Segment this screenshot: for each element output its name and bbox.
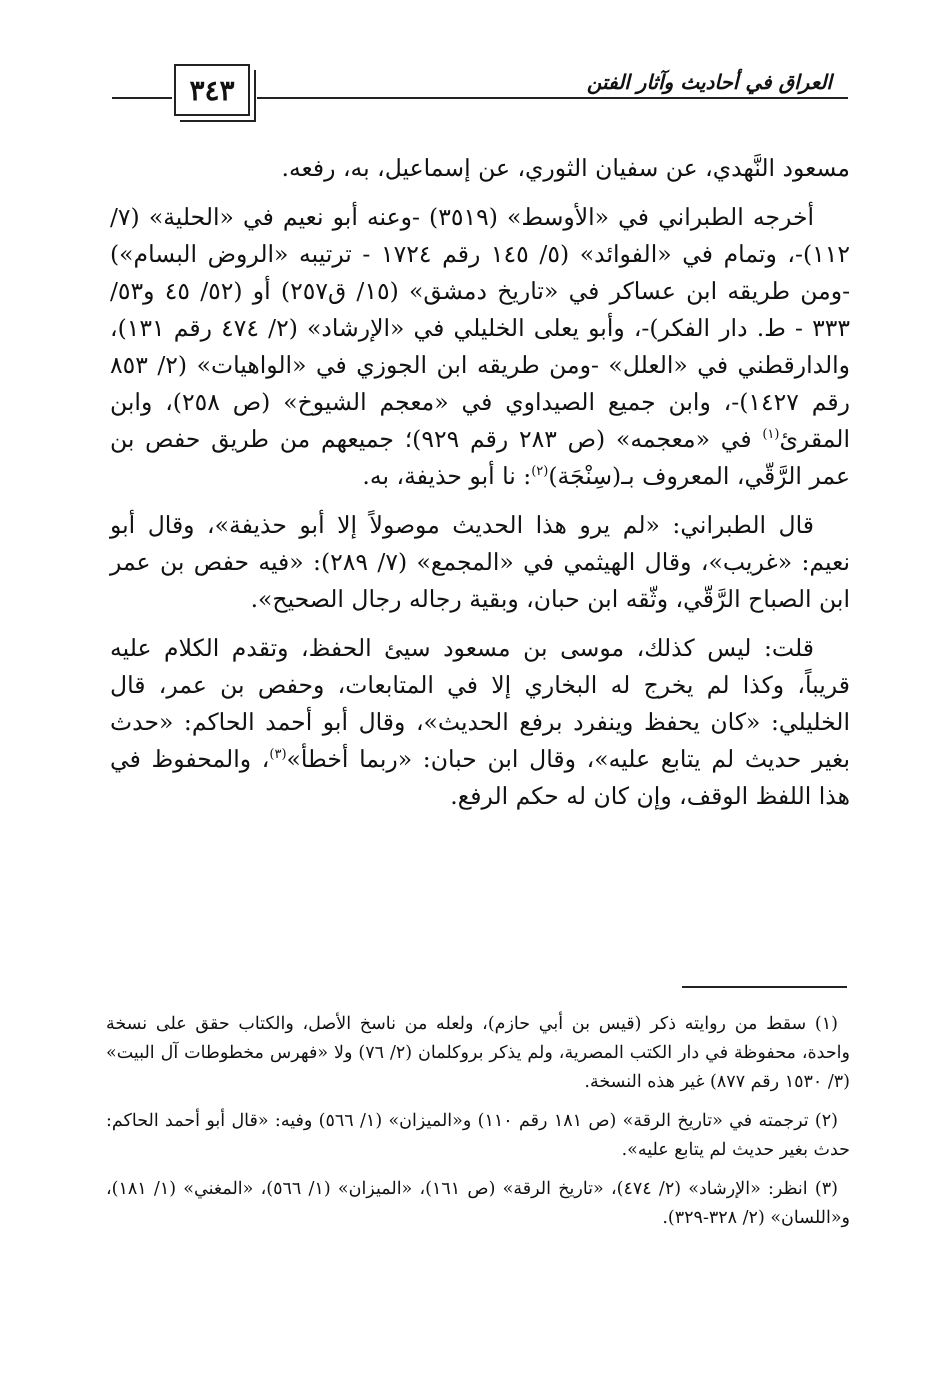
paragraph-2	[110, 199, 850, 495]
header-rule-left	[112, 97, 172, 99]
header-rule-right	[257, 97, 848, 99]
paragraph-4-part-b: ، والمحفوظ في هذا اللفظ الوقف، وإن كان له حكم الرفع.	[110, 745, 850, 810]
paragraph-2-part-c: : نا أبو حذيفة، به.	[362, 462, 532, 490]
paragraph-2-part-a: أخرجه الطبراني في «الأوسط» (٣٥١٩) -وعنه أبو نعيم في «الحلية» (٧/ ١١٢)-، وتمام في «الفوائد» (٥/ ١٤٥ رقم ١٧٢٤ - ترتيبه «الروض البسام») -ومن طريقه ابن عساكر في «تاريخ دمشق» (١٥/ ق٢٥٧) أو (٥٢/ ٤٥ و٥٣/ ٣٣٣ - ط. دار الفكر)-، وأبو يعلى الخليلي في «الإرشاد» (٢/ ٤٧٤ رقم ١٣١)، والدارقطني في «العلل» -ومن طريقه ابن الجوزي في «الواهيات» (٢/ ٨٥٣ رقم ١٤٢٧)-، وابن جميع الصيداوي في «معجم الشيوخ» (ص ٢٥٨)، وابن المقرئ	[110, 203, 851, 453]
page-number: ٣٤٣	[174, 64, 250, 116]
footnote-ref-2: (٢)	[531, 464, 549, 480]
footnote-2: (٢) ترجمته في «تاريخ الرقة» (ص ١٨١ رقم ١١٠) و«الميزان» (١/ ٥٦٦) وفيه: «قال أبو أحمد الحاكم: حدث بغير حديث لم يتابع عليه».	[106, 1111, 850, 1160]
paragraph-4	[110, 630, 850, 815]
paragraph-1: مسعود النَّهدي، عن سفيان الثوري، عن إسماعيل، به، رفعه.	[281, 154, 850, 182]
paragraph-3: قال الطبراني: «لم يرو هذا الحديث موصولاً إلا أبو حذيفة»، وقال أبو نعيم: «غريب»، وقال الهيثمي في «المجمع» (٧/ ٢٨٩): «فيه حفص بن عمر ابن الصباح الرَّقّي، وثّقه ابن حبان، وبقية رجاله رجال الصحيح».	[110, 511, 850, 613]
page-header	[112, 62, 848, 122]
paragraph-2-part-b: في «معجمه» (ص ٢٨٣ رقم ٩٢٩)؛ جميعهم من طريق حفص بن عمر الرَّقّي، المعروف بـ(سِنْجَة)	[110, 425, 850, 490]
footnote-ref-1: (١)	[762, 427, 780, 443]
main-text	[110, 150, 850, 827]
running-title: العراق في أحاديث وآثار الفتن	[581, 70, 838, 94]
paragraph-4-part-a: قلت: ليس كذلك، موسى بن مسعود سيئ الحفظ، وتقدم الكلام عليه قريباً، وكذا لم يخرج له البخاري إلا في المتابعات، وحفص بن عمر، قال الخليلي: «كان يحفظ وينفرد برفع الحديث»، وقال أبو أحمد الحاكم: «حدث بغير حديث لم يتابع عليه»، وقال ابن حبان: «ربما أخطأ»	[110, 634, 850, 773]
footnote-3: (٣) انظر: «الإرشاد» (٢/ ٤٧٤)، «تاريخ الرقة» (ص ١٦١)، «الميزان» (١/ ٥٦٦)، «المغني» (١/ ١٨١)، و«اللسان» (٢/ ٣٢٨-٣٢٩).	[106, 1179, 850, 1228]
footnotes	[106, 1010, 850, 1243]
footnote-1: (١) سقط من روايته ذكر (قيس بن أبي حازم)، ولعله من ناسخ الأصل، والكتاب حقق على نسخة واحدة، محفوظة في دار الكتب المصرية، ولم يذكر بروكلمان (٢/ ٧٦) ولا «فهرس مخطوطات آل البيت» (٣/ ١٥٣٠ رقم ٨٧٧) غير هذه النسخة.	[106, 1014, 850, 1092]
footnote-ref-3: (٣)	[269, 747, 287, 763]
footnote-separator	[682, 986, 847, 988]
